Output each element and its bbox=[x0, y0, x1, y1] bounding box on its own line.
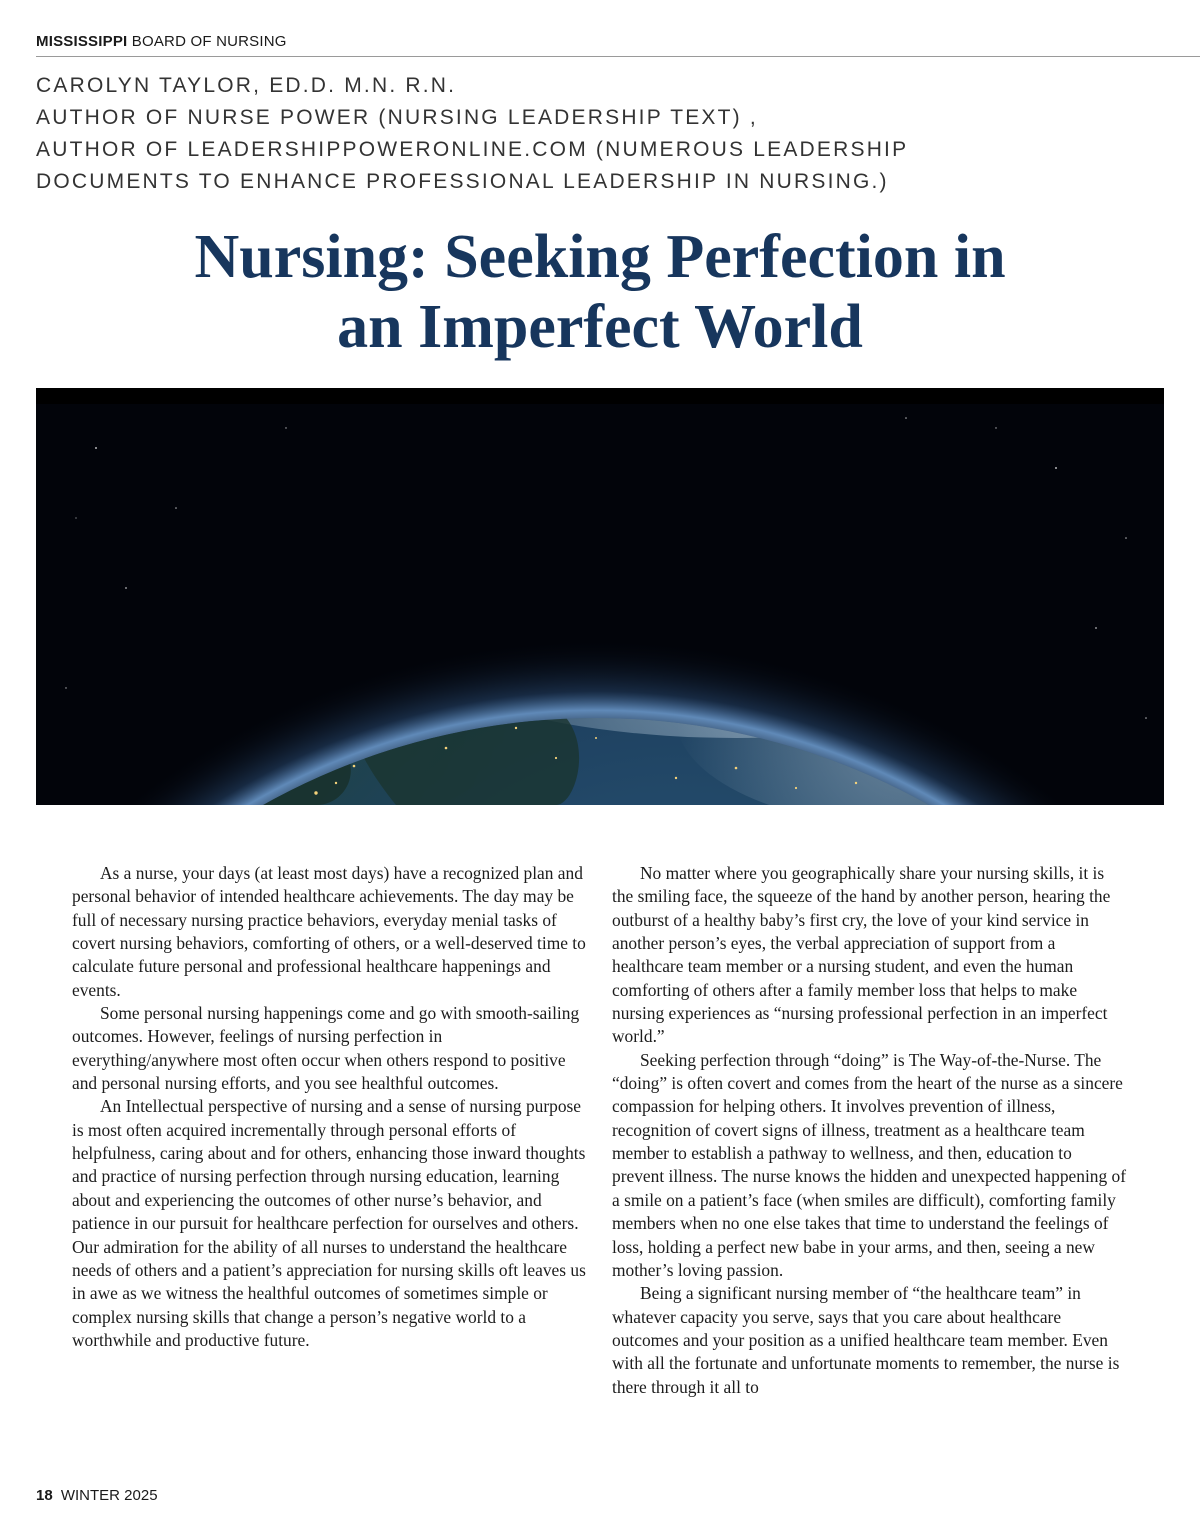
title-line-1: Nursing: Seeking Perfection in bbox=[194, 223, 1006, 291]
title-line-2: an Imperfect World bbox=[337, 293, 863, 361]
byline-line-1: CAROLYN TAYLOR, ED.D. M.N. R.N. bbox=[36, 74, 457, 97]
paragraph: Being a significant nursing member of “the healthcare team” in whatever capacity you serve, says that you care about healthcare outcomes and your position as a unified healthcare team member. Even with all the fortunate and unfortunate moments to remember, the nurse is there through it all to bbox=[612, 1283, 1120, 1397]
article-column-right bbox=[612, 862, 1128, 1399]
running-header bbox=[36, 33, 1200, 57]
paragraph: Some personal nursing happenings come and go with smooth-sailing outcomes. However, feelings of nursing perfection in everything/anywhere most often occur when others respond to positive and personal nursing efforts, and you see healthful outcomes. bbox=[72, 1003, 580, 1094]
page-number: 18 bbox=[36, 1487, 53, 1504]
issue-label: WINTER 2025 bbox=[60, 1487, 158, 1504]
paragraph: No matter where you geographically share your nursing skills, it is the smiling face, the squeeze of the hand by another person, hearing the outburst of a healthy baby’s first cry, the love of your kind service in another person’s eyes, the verbal appreciation of support from a healthcare team member or a nursing student, and even the human comforting of others after a family member loss that helps to make nursing experiences as “nursing professional perfection in an imperfect world.” bbox=[612, 863, 1111, 1047]
publication-name: MISSISSIPPI bbox=[36, 33, 128, 50]
article-title bbox=[0, 222, 1200, 362]
publication-subtitle: BOARD OF NURSING bbox=[131, 33, 287, 50]
earth-from-space-image bbox=[36, 388, 1164, 805]
earth-illustration-icon bbox=[36, 388, 1164, 805]
paragraph: An Intellectual perspective of nursing and a sense of nursing purpose is most often acquired incrementally through personal efforts of helpfulness, caring about and for others, enhancing those inward thoughts and practice of nursing perfection through nursing education, learning about and experiencing the outcomes of other nurse’s behavior, and patience in our pursuit for healthcare perfection for ourselves and others. Our admiration for the ability of all nurses to understand the healthcare needs of others and a patient’s appreciation for nursing skills oft leaves us in awe as we witness the healthful outcomes of sometimes simple or complex nursing skills that change a person’s negative world to a worthwhile and productive future. bbox=[72, 1096, 586, 1350]
article-column-left bbox=[72, 862, 588, 1352]
paragraph: As a nurse, your days (at least most days) have a recognized plan and personal behavior of intended healthcare achievements. The day may be full of necessary nursing practice behaviors, everyday menial tasks of covert nursing behaviors, comforting of others, or a well-deserved time to calculate future personal and professional healthcare happenings and events. bbox=[72, 863, 586, 1000]
page-footer bbox=[36, 1487, 158, 1504]
author-byline bbox=[36, 70, 1176, 198]
byline-line-3: AUTHOR OF LEADERSHIPPOWERONLINE.COM (NUMEROUS LEADERSHIP bbox=[36, 138, 909, 161]
byline-line-2: AUTHOR OF NURSE POWER (NURSING LEADERSHIP TEXT) , bbox=[36, 106, 758, 129]
byline-line-4: DOCUMENTS TO ENHANCE PROFESSIONAL LEADERSHIP IN NURSING.) bbox=[36, 170, 889, 193]
paragraph: Seeking perfection through “doing” is The Way-of-the-Nurse. The “doing” is often covert and comes from the heart of the nurse as a sincere compassion for helping others. It involves prevention of illness, recognition of covert signs of illness, treatment as a healthcare team member to establish a pathway to wellness, and then, education to prevent illness. The nurse knows the hidden and unexpected happening of a smile on a patient’s face (when smiles are difficult), comforting family members when no one else takes that time to understand the feelings of loss, holding a perfect new babe in your arms, and then, seeing a new mother’s loving passion. bbox=[612, 1049, 1127, 1280]
